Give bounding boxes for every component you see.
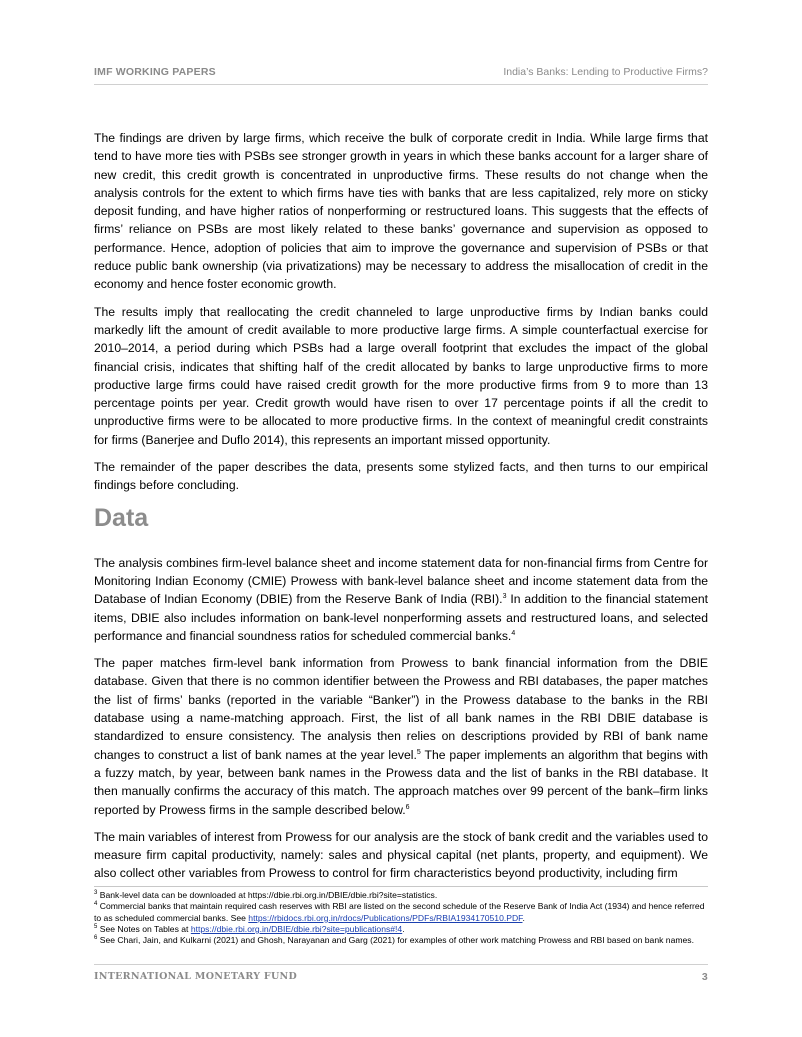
footer-divider (94, 964, 708, 965)
footnote-ref-3[interactable]: 3 (502, 593, 507, 601)
footnote-text-end: . (522, 912, 525, 923)
text-run: In addition to the financial statement items, DBIE also includes information on bank-level nonperforming assets and restructured loans, and selected performance and financial soundness ratios for scheduled commercial banks. (94, 592, 709, 643)
footnote-number: 4 (94, 901, 98, 908)
footnote-number: 5 (94, 924, 98, 931)
paragraph-variables: The main variables of interest from Prowess for our analysis are the stock of bank credit and the variables used to measure firm capital productivity, namely: sales and physical capital (net plants, property, and equipment). We also collect other variables from Prowess to control for firm characteristics beyond productivity, including firm (94, 829, 708, 881)
text-run: The paper matches firm-level bank information from Prowess to bank financial information from the DBIE database. Given that there is no common identifier between the Prowess and RBI databases, the paper matches the list of firms’ banks (reported in the variable “Banker”) in the Prowess database to the banks in the RBI database using a name-matching approach. First, the list of all bank names in the RBI DBIE database is standardized to ensure consistency. The analysis then relies on descriptions provided by RBI of bank name changes to construct a list of bank names at the year level. (94, 656, 708, 762)
body-text (94, 129, 708, 892)
running-header (94, 66, 708, 82)
text-run: The paper implements an algorithm that begins with a fuzzy match, by year, between bank names in the Prowess data and the list of banks in the RBI database. It then manually confirms the accuracy of this match. The approach matches over 99 percent of the bank–firm links reported by Prowess firms in the sample described below. (94, 747, 708, 817)
footnote-3 (94, 890, 708, 901)
paper-title: India’s Banks: Lending to Productive Firms? (503, 66, 708, 78)
running-footer (94, 971, 708, 987)
dbie-notes-link[interactable]: https://dbie.rbi.org.in/DBIE/dbie.rbi?site=publications#!4 (190, 923, 403, 934)
footnote-ref-4[interactable]: 4 (511, 629, 516, 637)
footnote-text-end: . (402, 923, 405, 934)
paragraph-findings: The findings are driven by large firms, which receive the bulk of corporate credit in India. While large firms that tend to have more ties with PSBs see stronger growth in years in which these banks account for a larger share of new credit, this credit growth is concentrated in unproductive firms. These results do not change when the analysis controls for the extent to which firms have ties with banks that are less capitalized, rely more on sticky deposit funding, and have higher ratios of nonperforming or restructured loans. This suggests that the effects of firms’ reliance on PSBs are most likely related to these banks’ governance and supervision as opposed to performance. Hence, adoption of policies that aim to improve the governance and supervision of PSBs or that reduce public bank ownership (via privatizations) may be necessary to address the misallocation of credit in the economy and hence foster economic growth. (94, 131, 708, 292)
text-run: The analysis combines firm-level balance sheet and income statement data for non-financial firms from Centre for Monitoring Indian Economy (CMIE) Prowess with bank-level balance sheet and income statement data from the Database of Indian Economy (DBIE) from the Reserve Bank of India (RBI). (94, 555, 708, 607)
footnote-ref-5[interactable]: 5 (416, 748, 421, 756)
section-heading-data: Data (94, 503, 149, 532)
footnote-text: Commercial banks that maintain required cash reserves with RBI are listed on the second schedule of the Reserve Bank of India Act (1934) and hence referred to as scheduled commercial banks. See (94, 901, 705, 923)
header-divider (94, 84, 708, 85)
footnote-ref-6[interactable]: 6 (405, 803, 410, 811)
paragraph-remainder: The remainder of the paper describes the data, presents some stylized facts, and then turns to our empirical findings before concluding. (94, 460, 708, 493)
publisher-name: INTERNATIONAL MONETARY FUND (94, 971, 298, 982)
series-title: IMF WORKING PAPERS (94, 66, 216, 78)
footnote-text: See Chari, Jain, and Kulkarni (2021) and Ghosh, Narayanan and Garg (2021) for examples of other work matching Prowess and RBI based on bank names. (97, 935, 694, 946)
footnote-5 (94, 924, 708, 935)
footnote-text: Bank-level data can be downloaded at https://dbie.rbi.org.in/DBIE/dbie.rbi?site=statistics. (97, 890, 438, 900)
page-number: 3 (701, 971, 708, 983)
footnote-number: 6 (94, 935, 98, 942)
rbi-act-link[interactable]: https://rbidocs.rbi.org.in/rdocs/Publications/PDFs/RBIA1934170510.PDF (248, 912, 523, 923)
footnote-text: See Notes on Tables at (97, 923, 191, 934)
paragraph-matching (94, 654, 708, 819)
footnote-number: 3 (94, 890, 98, 897)
footnote-6 (94, 935, 708, 946)
footnote-divider (94, 886, 708, 887)
paragraph-results: The results imply that reallocating the credit channeled to large unproductive firms by Indian banks could markedly lift the amount of credit available to more productive large firms. A simple counterfactual exercise for 2010–2014, a period during which PSBs had a large overall footprint that excludes the impact of the global financial crisis, indicates that shifting half of the credit allocated by banks to large unproductive firms to more productive large firms could have raised credit growth for the more productive firms from 9 to more than 13 percentage points per year. Credit growth would have risen to over 17 percentage points if all the credit to unproductive firms were to be allocated to more productive firms. In the context of meaningful credit constraints for firms (Banerjee and Duflo 2014), this represents an important missed opportunity. (94, 304, 708, 447)
footnote-4 (94, 901, 708, 924)
footnotes (94, 890, 708, 946)
paragraph-data-sources (94, 554, 708, 645)
